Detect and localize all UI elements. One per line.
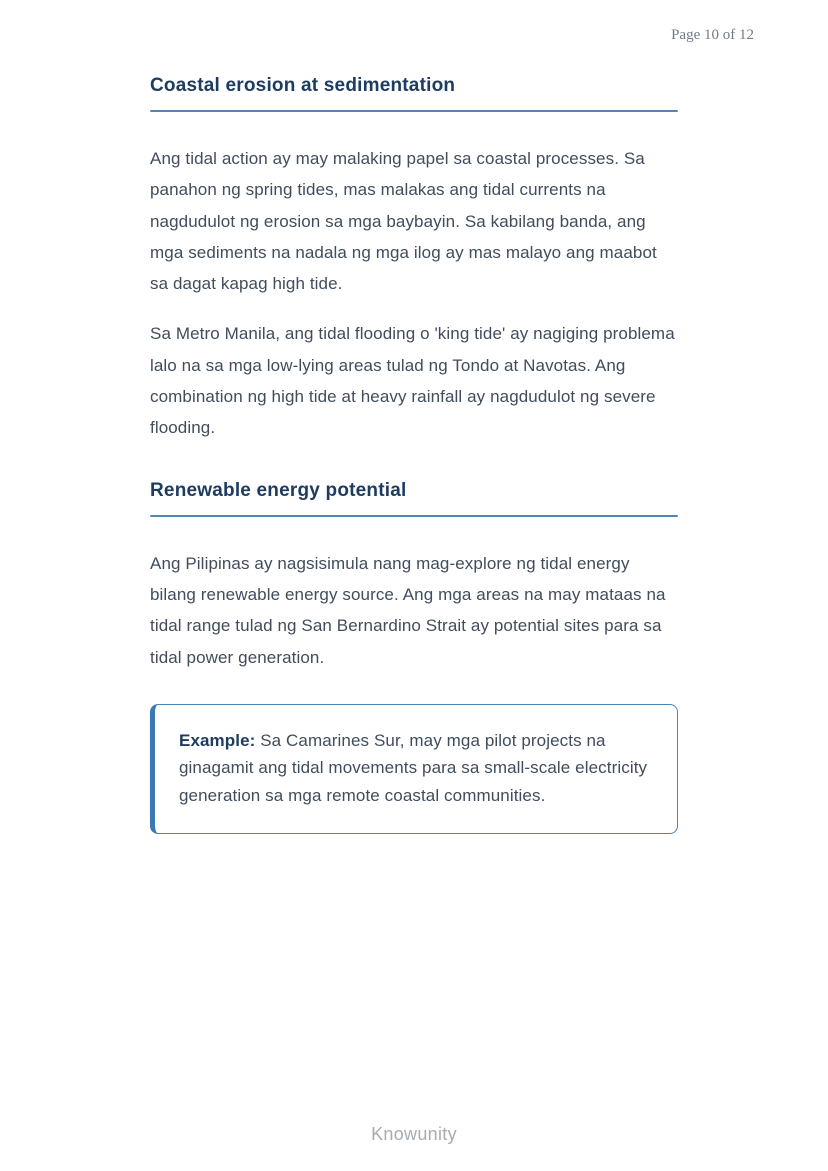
page-indicator: Page 10 of 12 (671, 27, 754, 43)
heading-divider (150, 515, 678, 517)
section-heading-coastal-erosion: Coastal erosion at sedimentation (150, 75, 456, 96)
body-paragraph: Ang tidal action ay may malaking papel sa coastal processes. Sa panahon ng spring tides, mas malakas ang tidal currents na nagdudulot ng erosion sa mga baybayin. Sa kabilang banda, ang mga sediments na nadala ng mga ilog ay mas malayo ang maabot sa dagat kapag high tide. (150, 149, 657, 294)
body-paragraph: Ang Pilipinas ay nagsisimula nang mag-explore ng tidal energy bilang renewable energy source. Ang mga areas na may mataas na tidal range tulad ng San Bernardino Strait ay potential sites para sa tidal power generation. (150, 553, 666, 667)
example-label: Example: (179, 730, 256, 750)
section-heading-renewable-energy: Renewable energy potential (150, 479, 407, 501)
page-content (150, 0, 678, 834)
example-paragraph (179, 727, 651, 810)
heading-divider (150, 110, 678, 112)
body-paragraph: Sa Metro Manila, ang tidal flooding o 'king tide' ay nagiging problema lalo na sa mga low-lying areas tulad ng Tondo at Navotas. Ang combination ng high tide at heavy rainfall ay nagdudulot ng severe flooding. (150, 324, 675, 438)
example-text: Sa Camarines Sur, may mga pilot projects na ginagamit ang tidal movements para sa small-scale electricity generation sa mga remote coastal communities. (179, 730, 648, 805)
example-callout-box (150, 704, 678, 835)
footer-brand-knowunity: Knowunity (371, 1124, 457, 1144)
